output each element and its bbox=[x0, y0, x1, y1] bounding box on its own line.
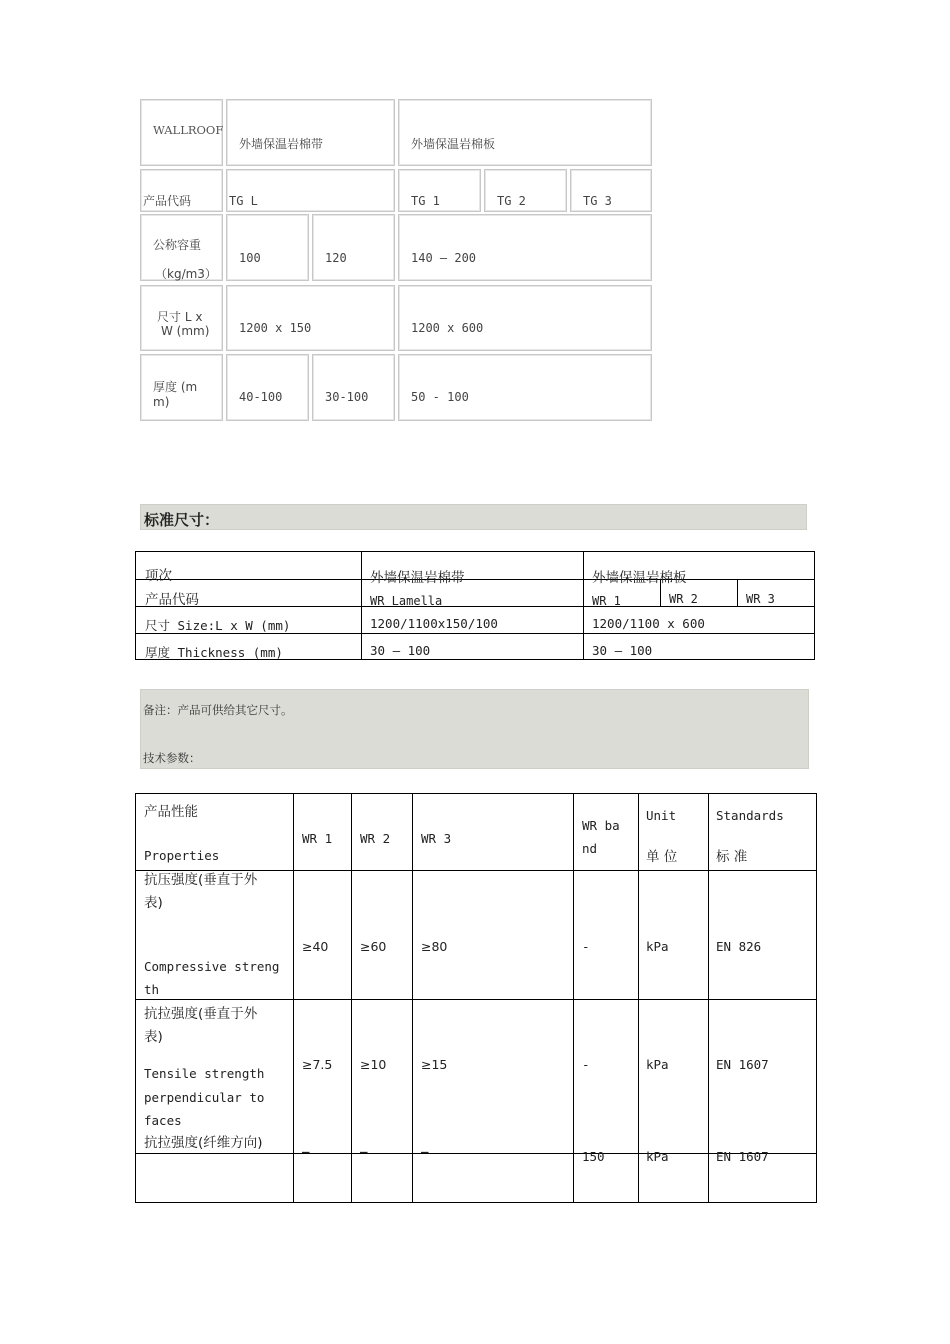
t3-compressive-cn-l1: 抗压强度(垂直于外 bbox=[144, 872, 258, 888]
section-heading-standard-sizes bbox=[140, 504, 807, 530]
section-title: 标准尺寸： bbox=[144, 511, 220, 529]
t3-tensile-fiber-wr2: _ bbox=[360, 1138, 368, 1153]
density-band2-value: 120 bbox=[325, 251, 347, 265]
density-label-line2: （kg/m3） bbox=[155, 267, 217, 281]
tech-params-label: 技术参数： bbox=[143, 751, 201, 765]
t3-tensile-wr3: ≥15 bbox=[421, 1057, 448, 1072]
t2-code-wr1: WR 1 bbox=[592, 594, 621, 608]
size-band-value: 1200 x 150 bbox=[239, 321, 312, 335]
t2-item-header: 项次 bbox=[145, 568, 172, 584]
t2-band-header: 外墙保温岩棉带 bbox=[370, 570, 465, 586]
t3-unit-en: Unit bbox=[646, 808, 677, 823]
t2-thickness-label: 厚度 Thickness (mm) bbox=[145, 645, 283, 660]
table1-code-board1 bbox=[398, 169, 481, 212]
table1-density-band2 bbox=[312, 214, 395, 281]
density-board-value: 140 – 200 bbox=[411, 251, 477, 265]
t2-code-wr2: WR 2 bbox=[669, 592, 698, 606]
t2-thickness-band: 30 – 100 bbox=[370, 643, 431, 658]
t3-compressive-std: EN 826 bbox=[716, 939, 762, 954]
table1-code-label-cell bbox=[140, 169, 223, 212]
t3-tensile-cn-l2: 表) bbox=[144, 1029, 163, 1045]
t3-tensile-cn-l1: 抗拉强度(垂直于外 bbox=[144, 1006, 258, 1022]
t3-tensile-en-l2: perpendicular to bbox=[144, 1090, 265, 1105]
t3-tensile-fiber-wr1: _ bbox=[302, 1138, 310, 1153]
t2-size-board: 1200/1100 x 600 bbox=[592, 616, 705, 631]
size-label-line2: W (mm) bbox=[161, 324, 210, 338]
code-band-value: TG L bbox=[229, 194, 258, 208]
table1-brand-cell bbox=[140, 99, 223, 166]
t2-code-band: WR Lamella bbox=[370, 594, 443, 608]
table1-thickness-board bbox=[398, 354, 652, 421]
table1-density-label-cell bbox=[140, 214, 223, 281]
t3-compressive-wr2: ≥60 bbox=[360, 939, 387, 954]
col-board-label: 外墙保温岩棉板 bbox=[411, 137, 496, 151]
t3-tensile-wrband: - bbox=[582, 1057, 590, 1072]
t3-compressive-en-l1: Compressive streng bbox=[144, 959, 280, 974]
t3-std-cn: 标 准 bbox=[716, 849, 748, 865]
t2-code-wr3: WR 3 bbox=[746, 592, 775, 606]
brand-label: WALLROOF bbox=[153, 123, 224, 137]
t3-wr3-header: WR 3 bbox=[421, 831, 452, 846]
t3-compressive-unit: kPa bbox=[646, 939, 669, 954]
t2-thickness-board: 30 – 100 bbox=[592, 643, 653, 658]
t3-tensile-en-l1: Tensile strength bbox=[144, 1066, 265, 1081]
t3-tensile-wr2: ≥10 bbox=[360, 1057, 387, 1072]
t3-wrband-header-l1: WR ba bbox=[582, 818, 620, 833]
table1-thickness-band1 bbox=[226, 354, 309, 421]
thickness-band2-value: 30-100 bbox=[325, 390, 369, 404]
remark-text: 备注：产品可供给其它尺寸。 bbox=[143, 703, 293, 717]
code-board1-value: TG 1 bbox=[411, 194, 440, 208]
t2-size-label: 尺寸 Size:L x W (mm) bbox=[145, 618, 291, 633]
table1-density-band1 bbox=[226, 214, 309, 281]
t3-wrband-header-l2: nd bbox=[582, 841, 598, 856]
t2-board-header: 外墙保温岩棉板 bbox=[592, 570, 687, 586]
table1-code-board3 bbox=[570, 169, 652, 212]
table-standard-sizes bbox=[135, 551, 815, 660]
t3-wr1-header: WR 1 bbox=[302, 831, 333, 846]
table1-thickness-label-cell bbox=[140, 354, 223, 421]
t3-tensile-fiber-unit: kPa bbox=[646, 1149, 669, 1164]
notes-panel bbox=[140, 689, 809, 769]
t3-tensile-en-l3: faces bbox=[144, 1113, 182, 1128]
t3-unit-cn: 单 位 bbox=[646, 849, 678, 865]
density-band1-value: 100 bbox=[239, 251, 261, 265]
t3-props-cn: 产品性能 bbox=[144, 804, 198, 820]
t3-tensile-fiber-cn: 抗拉强度(纤维方向) bbox=[144, 1135, 263, 1151]
t3-tensile-unit: kPa bbox=[646, 1057, 669, 1072]
t3-tensile-fiber-wrband: 150 bbox=[582, 1149, 605, 1164]
t3-compressive-wrband: - bbox=[582, 939, 590, 954]
code-board2-value: TG 2 bbox=[497, 194, 526, 208]
t3-tensile-fiber-wr3: _ bbox=[421, 1138, 429, 1153]
col-band-label: 外墙保温岩棉带 bbox=[239, 137, 324, 151]
thickness-board-value: 50 - 100 bbox=[411, 390, 469, 404]
table-technical-properties bbox=[135, 793, 817, 1203]
size-label-line1: 尺寸 L x bbox=[157, 310, 203, 324]
t3-std-en: Standards bbox=[716, 808, 784, 823]
table1-code-band bbox=[226, 169, 395, 212]
t3-compressive-wr1: ≥40 bbox=[302, 939, 329, 954]
code-board3-value: TG 3 bbox=[583, 194, 612, 208]
thickness-label-line2: m) bbox=[153, 395, 170, 409]
size-board-value: 1200 x 600 bbox=[411, 321, 484, 335]
code-label: 产品代码 bbox=[143, 194, 192, 208]
t3-tensile-wr1: ≥7.5 bbox=[302, 1057, 333, 1072]
table1-thickness-band2 bbox=[312, 354, 395, 421]
table1-size-label-cell bbox=[140, 285, 223, 351]
table1-col-board bbox=[398, 99, 652, 166]
thickness-label-line1: 厚度 (m bbox=[153, 380, 198, 394]
t2-code-label: 产品代码 bbox=[145, 592, 199, 608]
density-label-line1: 公称容重 bbox=[153, 238, 202, 252]
t3-wr2-header: WR 2 bbox=[360, 831, 391, 846]
t3-props-en: Properties bbox=[144, 848, 220, 863]
t3-compressive-wr3: ≥80 bbox=[421, 939, 448, 954]
table1-col-band bbox=[226, 99, 395, 166]
table1-density-board bbox=[398, 214, 652, 281]
t3-compressive-en-l2: th bbox=[144, 982, 160, 997]
table1-size-board bbox=[398, 285, 652, 351]
t3-compressive-cn-l2: 表) bbox=[144, 895, 163, 911]
table1-size-band bbox=[226, 285, 395, 351]
thickness-band1-value: 40-100 bbox=[239, 390, 283, 404]
t3-tensile-std: EN 1607 bbox=[716, 1057, 769, 1072]
t3-tensile-fiber-std: EN 1607 bbox=[716, 1149, 769, 1164]
t2-size-band: 1200/1100x150/100 bbox=[370, 616, 498, 631]
table1-code-board2 bbox=[484, 169, 567, 212]
